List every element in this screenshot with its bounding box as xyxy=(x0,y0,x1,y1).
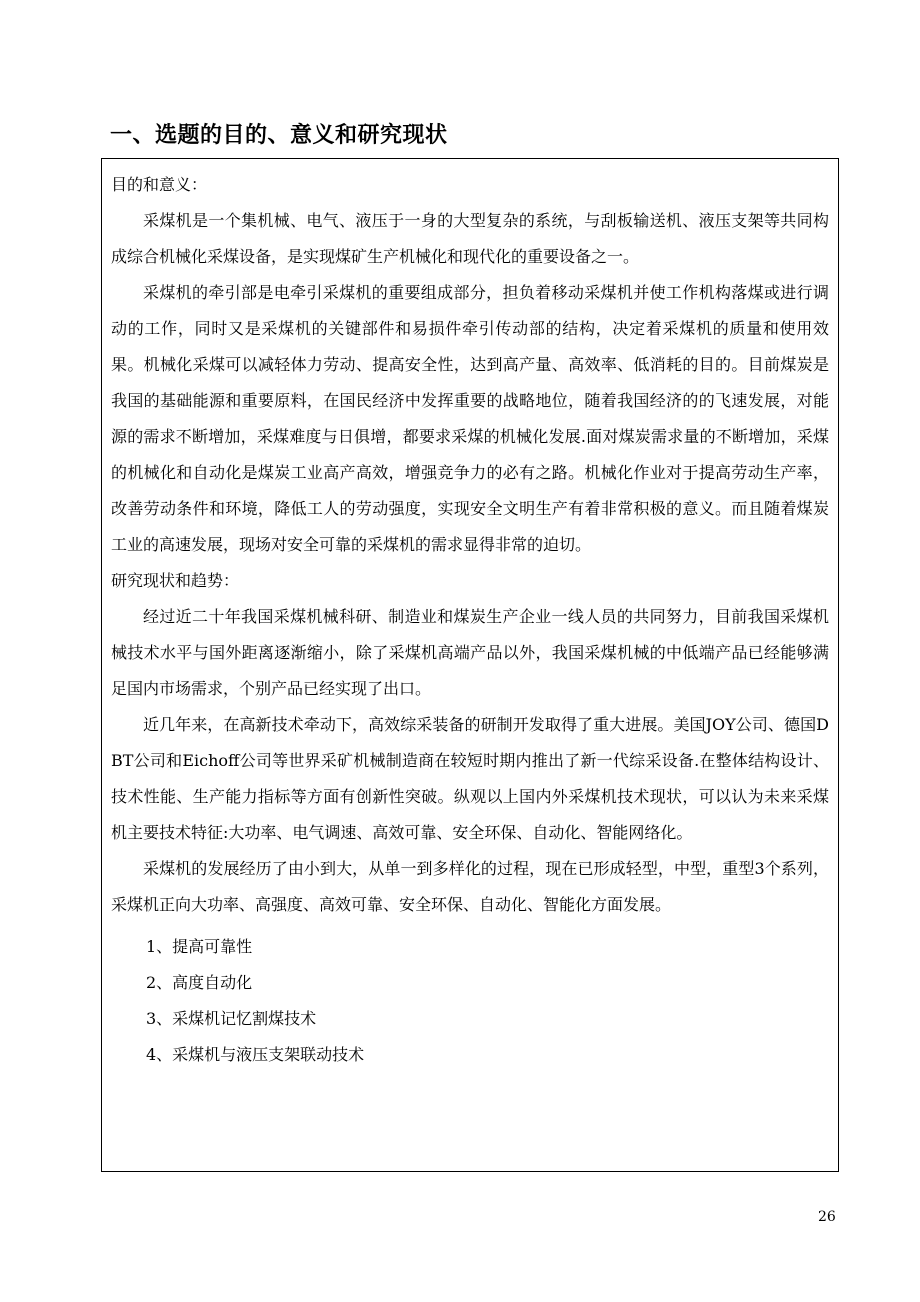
section-heading: 一、选题的目的、意义和研究现状 xyxy=(110,123,448,148)
trend-list-item: 3、采煤机记忆割煤技术 xyxy=(146,1009,317,1028)
research-paragraph: 经过近二十年我国采煤机械科研、制造业和煤炭生产企业一线人员的共同努力，目前我国采煤机械技术水平与国外距离逐渐缩小，除了采煤机高端产品以外，我国采煤机械的中低端产品已经能够满足国内市场需求，个别产品已经实现了出口。 xyxy=(111,607,829,698)
content-box xyxy=(101,158,839,1172)
trend-list-item: 2、高度自动化 xyxy=(146,973,253,992)
purpose-paragraph: 采煤机的牵引部是电牵引采煤机的重要组成部分，担负着移动采煤机并使工作机构落煤或进行调动的工作，同时又是采煤机的关键部件和易损件牵引传动部的结构，决定着采煤机的质量和使用效果。机械化采煤可以减轻体力劳动、提高安全性，达到高产量、高效率、低消耗的目的。目前煤炭是我国的基础能源和重要原料，在国民经济中发挥重要的战略地位，随着我国经济的的飞速发展，对能源的需求不断增加，采煤难度与日俱增，都要求采煤的机械化发展.面对煤炭需求量的不断增加，采煤的机械化和自动化是煤炭工业高产高效，增强竞争力的必有之路。机械化作业对于提高劳动生产率，改善劳动条件和环境，降低工人的劳动强度，实现安全文明生产有着非常积极的意义。而且随着煤炭工业的高速发展，现场对安全可靠的采煤机的需求显得非常的迫切。 xyxy=(111,283,829,554)
purpose-paragraph: 采煤机是一个集机械、电气、液压于一身的大型复杂的系统，与刮板输送机、液压支架等共同构成综合机械化采煤设备，是实现煤矿生产机械化和现代化的重要设备之一。 xyxy=(111,211,829,266)
trend-list-item: 1、提高可靠性 xyxy=(146,937,253,956)
trend-list-item: 4、采煤机与液压支架联动技术 xyxy=(146,1045,365,1064)
research-paragraph: 近几年来，在高新技术牵动下，高效综采装备的研制开发取得了重大进展。美国JOY公司、德国DBT公司和Eichoff公司等世界采矿机械制造商在较短时期内推出了新一代综采设备.在整体结构设计、技术性能、生产能力指标等方面有创新性突破。纵观以上国内外采煤机技术现状，可以认为未来采煤机主要技术特征:大功率、电气调速、高效可靠、安全环保、自动化、智能网络化。 xyxy=(111,715,829,842)
research-paragraph: 采煤机的发展经历了由小到大，从单一到多样化的过程，现在已形成轻型，中型，重型3个系列，采煤机正向大功率、高强度、高效可靠、安全环保、自动化、智能化方面发展。 xyxy=(111,859,829,914)
page-number: 26 xyxy=(818,1209,836,1225)
purpose-label: 目的和意义： xyxy=(111,175,208,194)
research-label: 研究现状和趋势： xyxy=(111,571,240,590)
